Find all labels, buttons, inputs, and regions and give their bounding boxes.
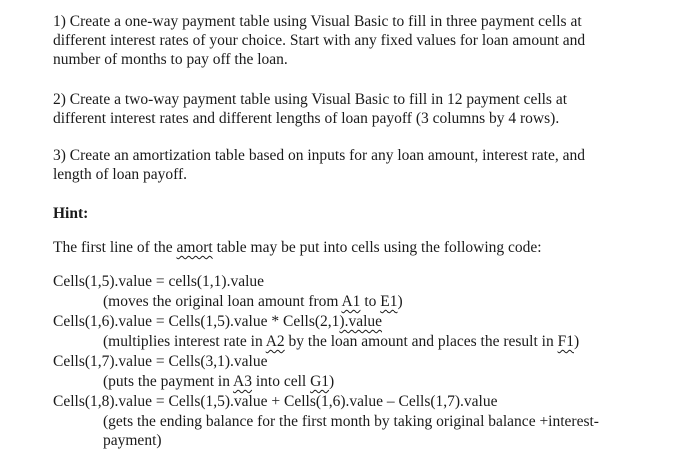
code-note-3	[103, 372, 334, 391]
cell-ref: F1	[557, 333, 574, 350]
cell-ref: A3	[233, 373, 252, 390]
note-text: (moves the original loan amount from	[103, 293, 342, 310]
task-1-line: 1) Create a one-way payment table using Visual Basic to fill in three payment cells at	[53, 13, 582, 30]
note-text: into cell	[251, 373, 311, 390]
code-line-1: Cells(1,5).value = cells(1,1).value	[53, 273, 265, 290]
code-note-4-line-1: (gets the ending balance for the first month by taking original balance +interest-	[103, 413, 599, 430]
task-3-line: length of loan payoff.	[53, 166, 188, 183]
cell-ref: G1	[310, 373, 330, 390]
note-text: )	[573, 333, 580, 350]
task-3	[53, 146, 673, 184]
code-text: ).value	[339, 313, 383, 330]
note-text: (puts the payment in	[103, 373, 234, 390]
code-line-3: Cells(1,7).value = Cells(3,1).value	[53, 353, 268, 370]
cell-ref: A2	[265, 333, 285, 350]
hint-heading: Hint:	[53, 205, 89, 222]
note-text: )	[329, 373, 335, 390]
code-line-2	[53, 312, 382, 331]
hint-intro	[53, 238, 542, 257]
task-1-line: different interest rates of your choice. Start with any fixed values for loan amount and	[53, 32, 586, 49]
hint-intro-word: amort	[176, 239, 213, 256]
code-note-1	[103, 292, 403, 311]
code-note-2	[103, 332, 579, 351]
task-1	[53, 12, 673, 69]
cell-ref: E1	[380, 293, 398, 310]
code-line-4: Cells(1,8).value = Cells(1,5).value + Cells(1,6).value – Cells(1,7).value	[53, 393, 498, 410]
note-text: to	[360, 293, 381, 310]
task-2	[53, 90, 673, 128]
hint-intro-pre: The first line of the	[53, 239, 177, 256]
task-3-line: 3) Create an amortization table based on inputs for any loan amount, interest rate, and	[53, 147, 585, 164]
code-text: Cells(1,6).value = Cells(1,5).value * Cells(2,1	[53, 313, 340, 330]
cell-ref: A1	[341, 293, 361, 310]
task-1-line: number of months to pay off the loan.	[53, 51, 288, 68]
note-text: by the loan amount and places the result in	[284, 333, 558, 350]
note-text: (multiplies interest rate in	[103, 333, 266, 350]
note-text: )	[397, 293, 403, 310]
hint-intro-post: table may be put into cells using the following code:	[212, 239, 542, 256]
code-note-4-line-2: payment)	[103, 432, 162, 449]
task-2-line: different interest rates and different lengths of loan payoff (3 columns by 4 rows).	[53, 110, 560, 127]
task-2-line: 2) Create a two-way payment table using Visual Basic to fill in 12 payment cells at	[53, 91, 568, 108]
